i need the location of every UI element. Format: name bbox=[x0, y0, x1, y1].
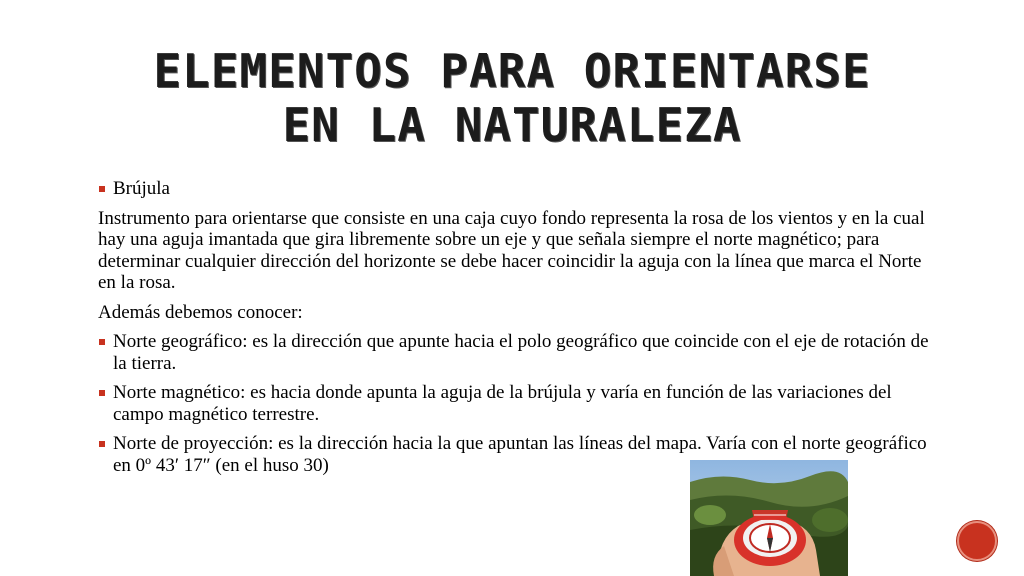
bullet-text: Norte geográfico: es la dirección que apunte hacia el polo geográfico que coincide con el eje de rotación de la tierra. bbox=[113, 331, 929, 374]
bullet-brujula-text: Brújula bbox=[113, 178, 170, 199]
bullet-norte-magnetico bbox=[98, 382, 938, 425]
bullet-text: Norte de proyección: es la dirección hacia la que apuntan las líneas del mapa. Varía con el norte geográfico en 0º 43′ 17″ (en el huso 30) bbox=[113, 433, 927, 476]
ademas-paragraph: Además debemos conocer: bbox=[98, 301, 303, 323]
slide-title: ELEMENTOS PARA ORIENTARSE EN LA NATURALEZA bbox=[153, 44, 871, 152]
slide-number-circle-icon[interactable] bbox=[957, 521, 997, 561]
bullet-square-icon bbox=[99, 441, 105, 447]
bullet-brujula bbox=[98, 178, 938, 200]
compass-in-hand-photo bbox=[690, 460, 848, 576]
bullet-square-icon bbox=[99, 339, 105, 345]
definition-paragraph: Instrumento para orientarse que consiste en una caja cuyo fondo representa la rosa de los vientos y en la cual hay una aguja imantada que gira libremente sobre un eje y que señala siempre el norte magnético; para determinar cualquier dirección del horizonte se debe hacer coincidir la aguja con la línea que marca el Norte en la rosa. bbox=[98, 207, 925, 293]
slide-body bbox=[98, 178, 938, 484]
bullet-square-icon bbox=[99, 390, 105, 396]
bullet-norte-geografico bbox=[98, 331, 938, 374]
bullet-square-icon bbox=[99, 186, 105, 192]
bullet-text: Norte magnético: es hacia donde apunta la aguja de la brújula y varía en función de las variaciones del campo magnético terrestre. bbox=[113, 382, 892, 425]
